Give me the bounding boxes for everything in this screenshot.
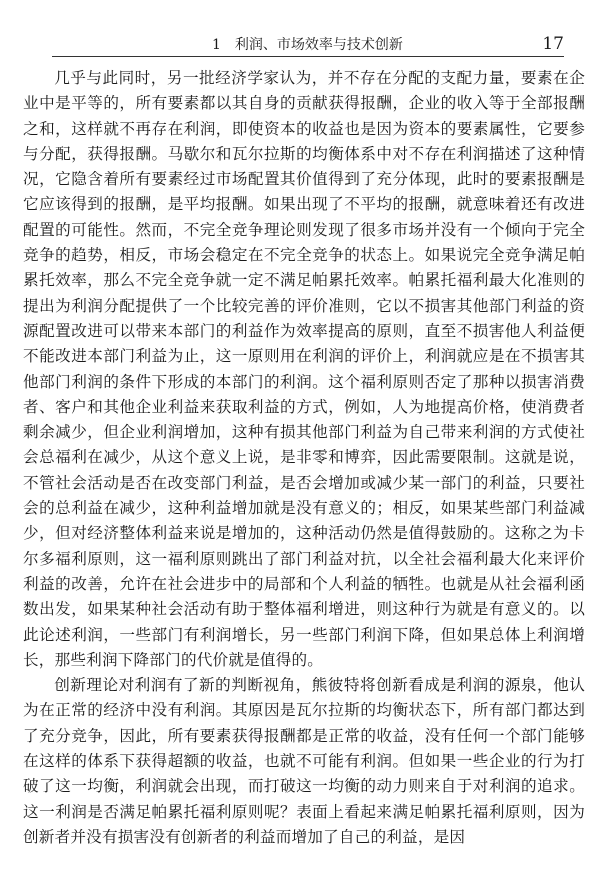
paragraph-innovation-theory: 创新理论对利润有了新的判断视角，熊彼特将创新看成是利润的源泉，他认为在正常的经济中没有利润。其原因是瓦尔拉斯的均衡状态下，所有部门都达到了充分竞争，因此，所有要素获得报酬都是正常的收益，没有任何一个部门能够在这样的体系下获得超额的收益，也就不可能有利润。但如果一些企业的行为打破了这一均衡，利润就会出现，而打破这一均衡的动力则来自于对利润的追求。这一利润是否满足帕累托福利原则呢？表面上看起来满足帕累托福利原则，因为创新者并没有损害没有创新者的利益而增加了自己的利益，是因 [23,676,585,846]
paragraph-profit-distribution: 几乎与此同时，另一批经济学家认为，并不存在分配的支配力量，要素在企业中是平等的，所有要素都以其自身的贡献获得报酬，企业的收入等于全部报酬之和，这样就不再存在利润，即使资本的收益也是因为资本的要素属性，它要参与分配，获得报酬。马歇尔和瓦尔拉斯的均衡体系中对不存在利润描述了这种情况，它隐含着所有要素经过市场配置其价值得到了充分体现，此时的要素报酬是它应该得到的报酬，是平均报酬。如果出现了不平均的报酬，就意味着还有改进配置的可能性。然而，不完全竞争理论则发现了很多市场并没有一个倾向于完全竞争的趋势，相反，市场会稳定在不完全竞争的状态上。如果说完全竞争满足帕累托效率，那么不完全竞争就一定不满足帕累托效率。帕累托福利最大化准则的提出为利润分配提供了一个比较完善的评价准则，它以不损害其他部门利益的资源配置改进可以带来本部门的利益作为效率提高的原则，直至不损害他人利益便不能改进本部门利益为止，这一原则用在利润的评价上，利润就应是在不损害其他部门利润的条件下形成的本部门的利润。这个福利原则否定了那种以损害消费者、客户和其他企业利益来获取利益的方式，例如，人为地提高价格，使消费者剩余减少，但企业利润增加，这种有损其他部门利益为自己带来利润的方式使社会总福利在减少，从这个意义上说，是非零和博弈，因此需要限制。这就是说，不管社会活动是否在改变部门利益，是否会增加或减少某一部门的利益，只要社会的总利益在减少，这种利益增加就是没有意义的；相反，如果某些部门利益减少，但对经济整体利益来说是增加的，这种活动仍然是值得鼓励的。这称之为卡尔多福利原则，这一福利原则跳出了部门利益对抗，以全社会福利最大化来评价利益的改善，允许在社会进步中的局部和个人利益的牺牲。也就是从社会福利函数出发，如果某种社会活动有助于整体福利增进，则这种行为就是有意义的。以此论述利润，一些部门有利润增长，另一些部门利润下降，但如果总体上利润增长，那些利润下降部门的代价就是值得的。 [23,69,585,669]
body-text [23,66,585,850]
running-header [52,34,564,57]
chapter-title: 1 利润、市场效率与技术创新 [212,37,403,53]
page-number: 17 [542,34,564,54]
